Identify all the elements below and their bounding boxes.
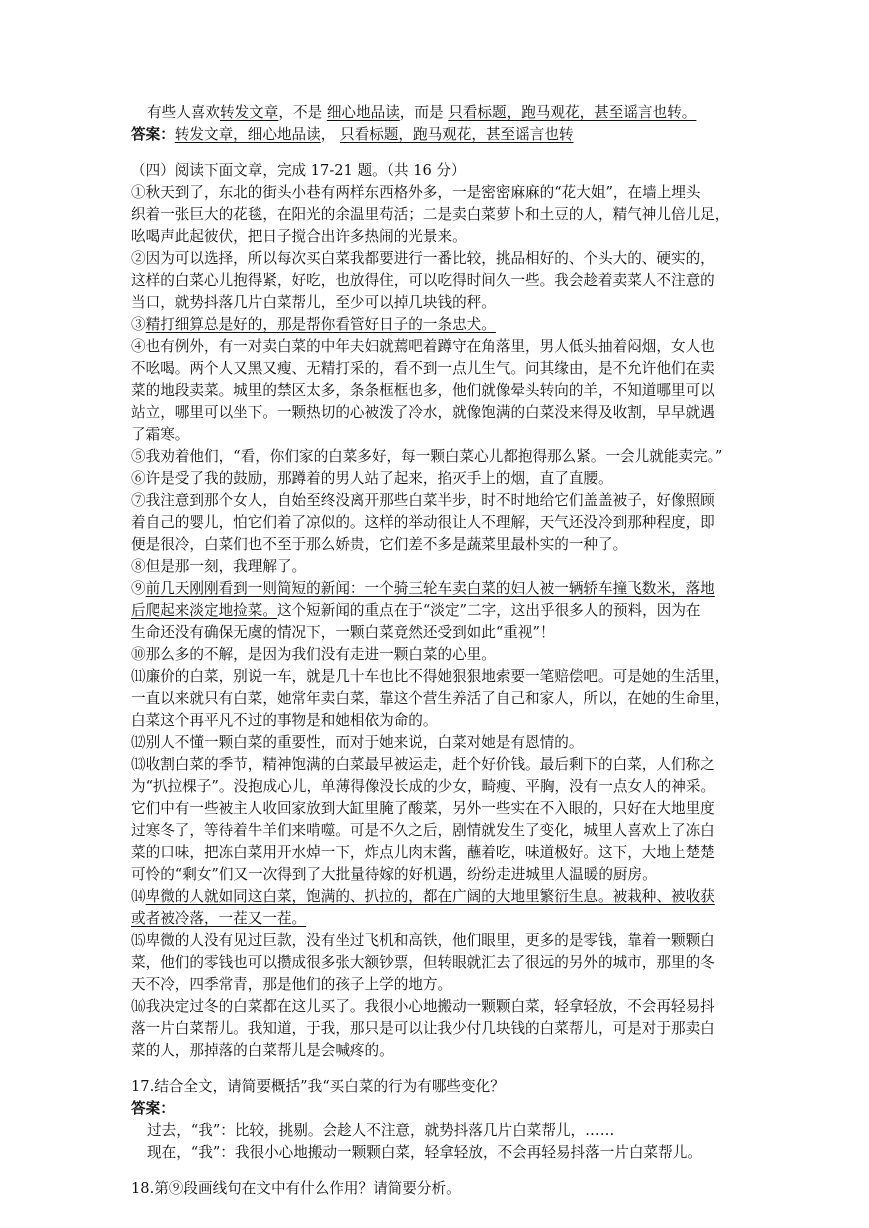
paragraph-line: ⒁卑微的人就如同这白菜，饱满的、扒拉的，都在广阔的大地里繁衍生息。被栽种、被收获 bbox=[131, 888, 715, 905]
paragraph-line: 不吆喝。两个人又黑又瘦、无精打采的，看不到一点儿生气。问其缘由，是不允许他们在卖 bbox=[131, 360, 715, 377]
article-paragraph bbox=[131, 490, 741, 556]
paragraph-line: 一直以来就只有白菜，她常年卖白菜，靠这个营生养活了自己和家人，所以，在她的生命里， bbox=[131, 690, 730, 707]
sentence-part-3: ，而是 bbox=[399, 104, 444, 121]
answer-label: 答案： bbox=[131, 126, 175, 143]
paragraph-line: 落一片白菜帮儿。我知道，于我，那只是可以让我少付几块钱的白菜帮儿，可是对于那卖白 bbox=[131, 1020, 715, 1037]
article-paragraph bbox=[131, 468, 741, 490]
paragraph-line: 白菜这个再平凡不过的事物是和她相依为命的。 bbox=[131, 712, 438, 729]
question-17-answer-line: 过去，“我”：比较，挑剔。会趁人不注意，就势抖落几片白菜帮儿，…… bbox=[147, 1122, 615, 1139]
paragraph-line: 菜，他们的零钱也可以攒成很多张大额钞票，但转眼就汇去了很远的另外的城市，那里的冬 bbox=[131, 954, 715, 971]
paragraph-line: ⑿别人不懂一颗白菜的重要性，而对于她来说，白菜对她是有恩情的。 bbox=[131, 734, 584, 751]
article-body bbox=[131, 182, 741, 1062]
paragraph-line: ⑾廉价的白菜，别说一车，就是几十车也比不得她狠狠地索要一笔赔偿吧。可是她的生活里， bbox=[131, 668, 730, 685]
document-page bbox=[131, 102, 741, 1200]
paragraph-line: 它们中有一些被主人收回家放到大缸里腌了酸菜，另外一些实在不入眼的，只好在大地里度 bbox=[131, 800, 715, 817]
article-paragraph bbox=[131, 578, 741, 644]
paragraph-line: 菜的人，那掉落的白菜帮儿是会喊疼的。 bbox=[131, 1042, 394, 1059]
answer-part-a: 转发文章，细心地品读 bbox=[174, 126, 321, 143]
paragraph-line: 天不冷，四季常青，那是他们的孩子上学的地方。 bbox=[131, 976, 453, 993]
fill-blank-answer bbox=[131, 124, 741, 146]
paragraph-line: ①秋天到了，东北的街头小巷有两样东西格外多，一是密密麻麻的“花大姐”，在墙上埋头 bbox=[131, 184, 701, 201]
question-17: 17.结合全文，请简要概括”我“买白菜的行为有哪些变化？ bbox=[131, 1078, 505, 1095]
paragraph-line: 过寒冬了，等待着牛羊们来啃噬。可是不久之后，剧情就发生了变化，城里人喜欢上了冻白 bbox=[131, 822, 715, 839]
paragraph-line: 菜的口味，把冻白菜用开水焯一下，炸点儿肉末酱，蘸着吃，味道极好。这下，大地上楚楚 bbox=[131, 844, 715, 861]
question-18: 18.第⑨段画线句在文中有什么作用？请简要分析。 bbox=[131, 1180, 461, 1197]
paragraph-line: ②因为可以选择，所以每次买白菜我都要进行一番比较，挑品相好的、个头大的、硬实的， bbox=[131, 250, 715, 267]
article-paragraph bbox=[131, 886, 741, 930]
paragraph-line: 织着一张巨大的花毯，在阳光的余温里苟活；二是卖白菜萝卜和土豆的人，精气神儿倍儿足， bbox=[131, 206, 730, 223]
article-paragraph bbox=[131, 754, 741, 886]
blank-answer-2: 细心地品读 bbox=[326, 104, 400, 121]
paragraph-line: ⑩那么多的不解，是因为我们没有走进一颗白菜的心里。 bbox=[131, 646, 496, 663]
article-paragraph bbox=[131, 732, 741, 754]
question-17-answer-line: 现在，“我”：我很小心地搬动一颗颗白菜，轻拿轻放，不会再轻易抖落一片白菜帮儿。 bbox=[147, 1144, 702, 1161]
paragraph-line: ⒀收割白菜的季节，精神饱满的白菜最早被运走，赶个好价钱。最后剩下的白菜，人们称之 bbox=[131, 756, 715, 773]
article-paragraph bbox=[131, 314, 741, 336]
paragraph-line: 生命还没有确保无虞的情况下，一颗白菜竟然还受到如此“重视”！ bbox=[131, 624, 555, 641]
paragraph-line: 这样的白菜心儿抱得紧，好吃，也放得住，可以吃得时间久一些。我会趁着卖菜人不注意的 bbox=[131, 272, 715, 289]
paragraph-line: 吆喝声此起彼伏，把日子搅合出许多热闹的光景来。 bbox=[131, 228, 467, 245]
article-paragraph bbox=[131, 556, 741, 578]
blank-answer-3: 只看标题，跑马观花，甚至谣言也转。 bbox=[448, 104, 697, 121]
paragraph-line: 了霜寒。 bbox=[131, 426, 190, 443]
paragraph-line: 可怜的“剩女”们又一次得到了大批量待嫁的好机遇，纷纷走进城里人温暖的厨房。 bbox=[131, 866, 657, 883]
paragraph-line: 或者被冷落，一茬又一茬。 bbox=[131, 910, 307, 927]
paragraph-line: ⑨前几天刚刚看到一则简短的新闻：一个骑三轮车卖白菜的妇人被一辆轿车撞飞数米，落地 bbox=[131, 580, 715, 597]
paragraph-line: 菜的地段卖菜。城里的禁区太多，条条框框也多，他们就像晕头转向的羊，不知道哪里可以 bbox=[131, 382, 715, 399]
paragraph-line: ⑧但是那一刻，我理解了。 bbox=[131, 558, 307, 575]
paragraph-line: ④也有例外，有一对卖白菜的中年夫妇就蔫吧着蹲守在角落里，男人低头抽着闷烟，女人也 bbox=[131, 338, 715, 355]
paragraph-line: ⑦我注意到那个女人，自始至终没离开那些白菜半步，时不时地给它们盖盖被子，好像照顾 bbox=[131, 492, 715, 509]
paragraph-line: 当口，就势抖落几片白菜帮儿，至少可以掉几块钱的秤。 bbox=[131, 294, 496, 311]
paragraph-line: 后爬起来淡定地捡菜。这个短新闻的重点在于“淡定”二字，这出乎很多人的预料，因为在 bbox=[131, 602, 701, 619]
blank-answer-1: 转发文章 bbox=[219, 104, 279, 121]
article-paragraph bbox=[131, 996, 741, 1062]
article-paragraph bbox=[131, 446, 741, 468]
article-paragraph bbox=[131, 182, 741, 248]
paragraph-line: ⑤我劝着他们，“看，你们家的白菜多好，每一颗白菜心儿都抱得那么紧。一会儿就能卖完。” bbox=[131, 448, 723, 465]
sentence-part-2: ，不是 bbox=[278, 104, 323, 121]
question-17-answer-label: 答案： bbox=[131, 1100, 175, 1117]
paragraph-line: 站立，哪里可以坐下。一颗热切的心被泼了冷水，就像饱满的白菜没来得及收割，早早就遇 bbox=[131, 404, 715, 421]
paragraph-line: ⑥许是受了我的鼓励，那蹲着的男人站了起来，掐灭手上的烟，直了直腰。 bbox=[131, 470, 613, 487]
article-paragraph bbox=[131, 248, 741, 314]
sentence-part-1: 有些人喜欢 bbox=[147, 104, 220, 121]
article-paragraph bbox=[131, 336, 741, 446]
fill-blank-sentence bbox=[131, 102, 741, 124]
paragraph-line: 着自己的婴儿，怕它们着了凉似的。这样的举动很让人不理解，天气还没冷到那种程度，即 bbox=[131, 514, 715, 531]
paragraph-line: 为“扒拉棵子”。没抱成心儿，单薄得像没长成的少女，畸瘦、平胸，没有一点女人的神采。 bbox=[131, 778, 716, 795]
article-paragraph bbox=[131, 930, 741, 996]
section-heading: （四）阅读下面文章，完成 17-21 题。（共 16 分） bbox=[131, 162, 466, 179]
answer-part-b: 只看标题，跑马观花，甚至谣言也转 bbox=[340, 126, 574, 143]
paragraph-line: ⒃我决定过冬的白菜都在这儿买了。我很小心地搬动一颗颗白菜，轻拿轻放，不会再轻易抖 bbox=[131, 998, 715, 1015]
paragraph-line: ③精打细算总是好的，那是帮你看管好日子的一条忠犬。 bbox=[131, 316, 496, 333]
paragraph-line: ⒂卑微的人没有见过巨款，没有坐过飞机和高铁，他们眼里，更多的是零钱，靠着一颗颗白 bbox=[131, 932, 715, 949]
answer-separator: ， bbox=[320, 126, 336, 143]
article-paragraph bbox=[131, 666, 741, 732]
article-paragraph bbox=[131, 644, 741, 666]
paragraph-line: 便是很冷，白菜们也不至于那么娇贵，它们差不多是蔬菜里最朴实的一种了。 bbox=[131, 536, 628, 553]
